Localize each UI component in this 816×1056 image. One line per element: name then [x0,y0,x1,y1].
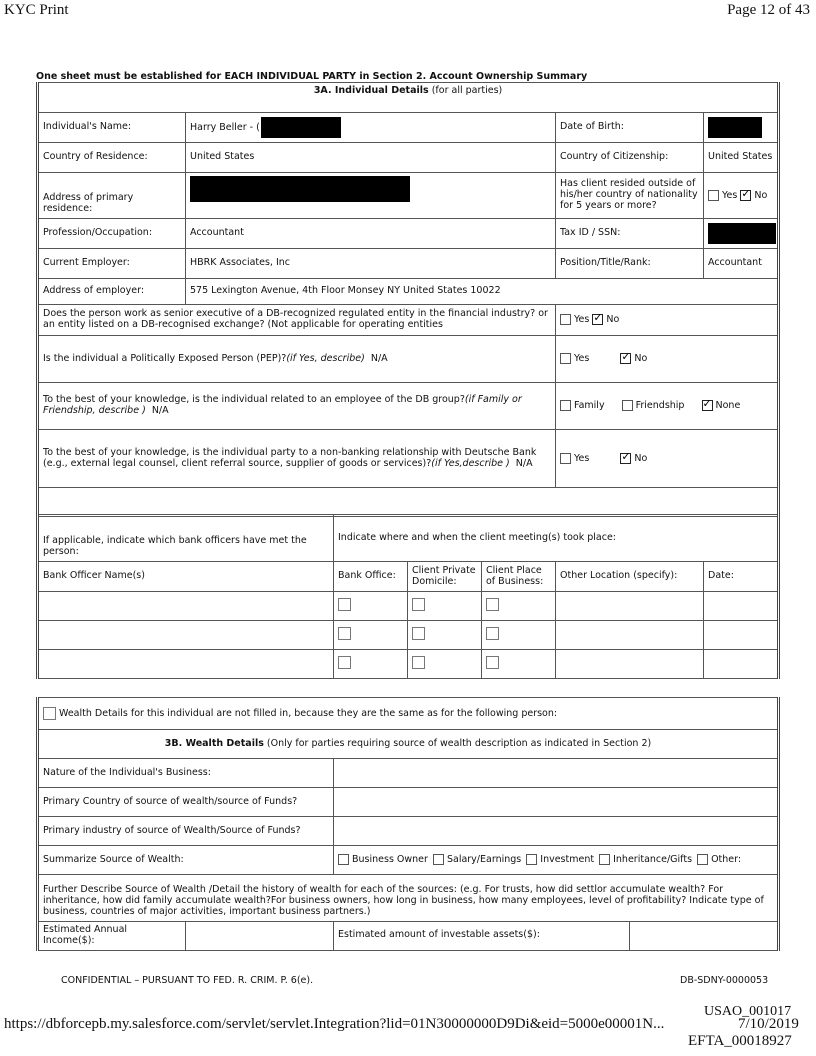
assets-label: Estimated amount of investable assets($): [334,922,630,951]
nonbank-yes-checkbox[interactable] [560,453,571,464]
salary-checkbox[interactable] [433,854,444,865]
employer-address-label: Address of employer: [38,279,186,305]
usao-number: USAO_001017 [704,1004,792,1019]
senior-executive-question: Does the person work as senior executive of a DB-recognized regulated entity in the financial industry? or an entity listed on a DB-recognised exchange? (Not applicable for operating entities [38,305,556,336]
bank-office-checkbox[interactable] [338,598,351,611]
resided-question: Has client resided outside of his/her country of nationality for 5 years or more? [556,173,704,219]
income-value[interactable] [186,922,334,951]
page-url: https://dbforcepb.my.salesforce.com/servlet/servlet.Integration?lid=01N30000000D9Di&eid=5000e00001N... [4,1016,665,1032]
same-as-row: Wealth Details for this individual are not filled in, because they are the same as for the following person: [38,698,779,730]
date-cell[interactable] [704,592,779,621]
col-private-domicile: Client Private Domicile: [408,562,482,592]
section-3b-title: 3B. Wealth Details (Only for parties requiring source of wealth description as indicated in Section 2) [38,730,779,759]
spacer-row [38,488,779,517]
meeting-table [36,514,780,679]
date-cell[interactable] [704,621,779,650]
senior-executive-answer: Yes ✓ No [556,305,779,336]
further-describe: Further Describe Source of Wealth /Detail the history of wealth for each of the sources: (e.g. For trusts, how did settlor accumulate wealth? For inheritance, how did family accumulate wealth?For business owners, how long in business, how many employees, level of profitability? Indicate type of business, countries of major activities, important business partners.) [38,875,779,922]
related-answer: Family Friendship ✓ None [556,383,779,430]
name-label: Individual's Name: [38,113,186,143]
confidential-notice: CONFIDENTIAL – PURSUANT TO FED. R. CRIM. P. 6(e). [61,975,314,986]
page-number: Page 12 of 43 [727,2,810,18]
col-date: Date: [704,562,779,592]
nature-label: Nature of the Individual's Business: [38,759,334,788]
none-checkbox[interactable] [702,400,713,411]
officer-name-cell[interactable] [38,650,334,679]
table-row [38,592,779,621]
private-domicile-checkbox[interactable] [412,598,425,611]
redaction [261,117,341,138]
place-of-business-checkbox[interactable] [486,656,499,669]
pep-question: Is the individual a Politically Exposed Person (PEP)?(if Yes, describe) N/A [38,336,556,383]
nonbank-no-checkbox[interactable] [620,453,631,464]
related-question: To the best of your knowledge, is the individual related to an employee of the DB group?(if Family or Friendship, describe ) N/A [38,383,556,430]
family-checkbox[interactable] [560,400,571,411]
print-date: 7/10/2019 [738,1016,799,1032]
pep-no-checkbox[interactable] [620,353,631,364]
residence-label: Country of Residence: [38,143,186,173]
bank-office-checkbox[interactable] [338,656,351,669]
citizenship-value: United States [704,143,779,173]
private-domicile-checkbox[interactable] [412,656,425,669]
employer-label: Current Employer: [38,249,186,279]
investment-checkbox[interactable] [526,854,537,865]
tax-value [704,219,779,249]
private-domicile-checkbox[interactable] [412,627,425,640]
profession-value: Accountant [186,219,556,249]
place-of-business-checkbox[interactable] [486,598,499,611]
summarize-label: Summarize Source of Wealth: [38,846,334,875]
position-label: Position/Title/Rank: [556,249,704,279]
section-3a-title: 3A. Individual Details (for all parties) [38,83,779,113]
resided-answer: Yes ✓ No [704,173,779,219]
country-source-value[interactable] [334,788,779,817]
summarize-options: Business Owner Salary/Earnings Investment Inheritance/Gifts Other: [334,846,779,875]
place-of-business-checkbox[interactable] [486,627,499,640]
residence-value: United States [186,143,556,173]
officer-name-cell[interactable] [38,592,334,621]
country-source-label: Primary Country of source of wealth/source of Funds? [38,788,334,817]
intro-instruction: One sheet must be established for EACH INDIVIDUAL PARTY in Section 2. Account Ownership Summary [36,71,588,82]
industry-source-label: Primary industry of source of Wealth/Source of Funds? [38,817,334,846]
other-location-cell[interactable] [556,621,704,650]
resided-yes-checkbox[interactable] [708,190,719,201]
individual-details-table [36,82,780,517]
same-as-checkbox[interactable] [43,707,56,720]
business-owner-checkbox[interactable] [338,854,349,865]
bates-number: DB-SDNY-0000053 [680,975,769,986]
employer-value: HBRK Associates, Inc [186,249,556,279]
address-value [186,173,556,219]
citizenship-label: Country of Citizenship: [556,143,704,173]
officer-name-cell[interactable] [38,621,334,650]
other-location-cell[interactable] [556,650,704,679]
meeting-location-question: Indicate where and when the client meeting(s) took place: [334,515,779,562]
friendship-checkbox[interactable] [622,400,633,411]
industry-source-value[interactable] [334,817,779,846]
inheritance-checkbox[interactable] [599,854,610,865]
income-label: Estimated Annual Income($): [38,922,186,951]
bank-office-checkbox[interactable] [338,627,351,640]
senior-yes-checkbox[interactable] [560,314,571,325]
nature-value[interactable] [334,759,779,788]
position-value: Accountant [704,249,779,279]
other-location-cell[interactable] [556,592,704,621]
col-officer-names: Bank Officer Name(s) [38,562,334,592]
pep-yes-checkbox[interactable] [560,353,571,364]
senior-no-checkbox[interactable] [592,314,603,325]
profession-label: Profession/Occupation: [38,219,186,249]
tax-label: Tax ID / SSN: [556,219,704,249]
redaction [190,176,410,202]
employer-address-value: 575 Lexington Avenue, 4th Floor Monsey NY United States 10022 [186,279,779,305]
assets-value[interactable] [630,922,779,951]
col-place-of-business: Client Place of Business: [482,562,556,592]
non-banking-answer: Yes ✓ No [556,430,779,488]
efta-number: EFTA_00018927 [688,1033,792,1049]
resided-no-checkbox[interactable] [740,190,751,201]
col-other-location: Other Location (specify): [556,562,704,592]
non-banking-question: To the best of your knowledge, is the individual party to a non-banking relationship with Deutsche Bank (e.g., external legal counsel, client referral source, supplier of goods or services)?(if Yes,describe ) N/A [38,430,556,488]
table-row [38,650,779,679]
other-checkbox[interactable] [697,854,708,865]
name-value: Harry Beller - ( [186,113,556,143]
dob-label: Date of Birth: [556,113,704,143]
bank-officers-question: If applicable, indicate which bank officers have met the person: [38,515,334,562]
date-cell[interactable] [704,650,779,679]
address-label: Address of primary residence: [38,173,186,219]
col-bank-office: Bank Office: [334,562,408,592]
wealth-details-table [36,697,780,951]
print-title: KYC Print [4,2,69,18]
redaction [708,117,762,138]
pep-answer: Yes ✓ No [556,336,779,383]
table-row [38,621,779,650]
redaction [708,223,776,244]
dob-value [704,113,779,143]
